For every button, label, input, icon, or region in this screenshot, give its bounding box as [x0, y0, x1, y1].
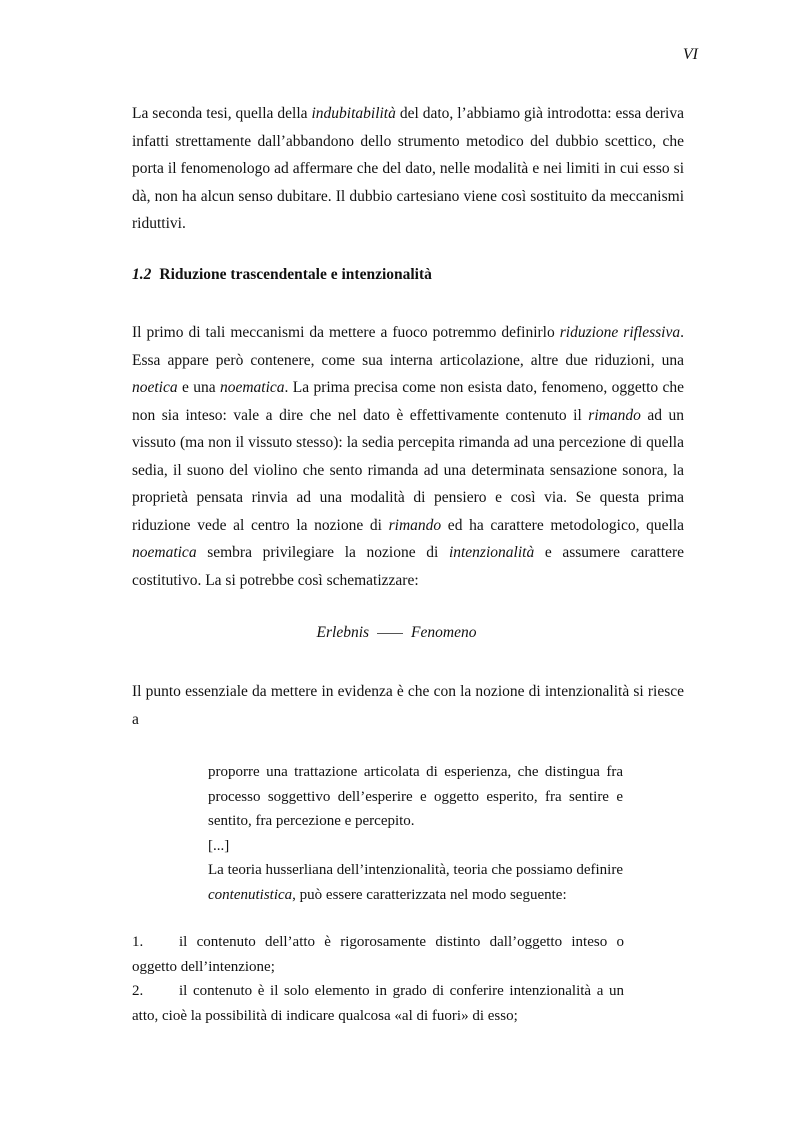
formula-left: Erlebnis: [316, 624, 370, 641]
list-number: 2.: [132, 983, 144, 999]
text-run: La seconda tesi, quella della: [132, 105, 312, 122]
text-run: sembra privilegiare la nozione di: [196, 544, 449, 561]
quote-ellipsis: [...]: [208, 837, 230, 854]
text-run: del dato, l’abbiamo già introdotta: essa deriva infatti strettamente dall’abbandono dello strumento metodico del dubbio scettico, che porta il fenomenologo ad affermare che del dato, nelle modalità e nei limiti in cui esso si dà, non ha alcun senso dubitare. Il dubbio cartesiano viene così sostituito da meccanismi riduttivi.: [132, 105, 684, 232]
list-item: [132, 979, 624, 1028]
page-number: VI: [682, 46, 698, 63]
text-run: Il primo di tali meccanismi da mettere a fuoco potremmo definirlo: [132, 324, 560, 341]
italic-term: contenutistica: [208, 886, 293, 903]
text-run: ad un vissuto (ma non il vissuto stesso): la sedia percepita rimanda ad una percezione di quella sedia, il suono del violino che sento rimanda ad una determinata sensazione sonora, la proprietà pensata rinvia ad una modalità di pensiero e così via. Se questa prima riduzione vede al centro la nozione di: [132, 406, 684, 534]
formula-right: Fenomeno: [411, 624, 477, 641]
block-quote: [208, 760, 623, 907]
text-run: e assumere carattere costitutivo. La si potrebbe così schematizzare:: [132, 544, 684, 589]
italic-term: noetica: [132, 379, 178, 396]
paragraph-indubitabilita: [132, 100, 684, 238]
italic-term: rimando: [588, 406, 641, 424]
italic-term: indubitabilità: [311, 105, 396, 122]
section-number: 1.2: [132, 266, 152, 283]
italic-term: rimando: [388, 516, 442, 534]
italic-term: intenzionalità: [448, 544, 535, 561]
quote-line: [208, 858, 623, 907]
list-text: il contenuto è il solo elemento in grado di conferire intenzionalità a un atto, cioè la possibilità di indicare qualcosa «al di fuori» di esso;: [132, 983, 624, 1024]
text-run: ed ha carattere metodologico, quella: [441, 516, 685, 534]
formula-connector: [377, 633, 403, 634]
numbered-list: [132, 930, 624, 1028]
list-item: [132, 930, 624, 979]
paragraph-punto-essenziale: Il punto essenziale da mettere in evidenza è che con la nozione di intenzionalità si riesce a: [132, 683, 684, 728]
italic-term: noematica: [219, 379, 285, 396]
section-title: Riduzione trascendentale e intenzionalità: [159, 266, 432, 283]
text-run: . La prima precisa come non esista dato, fenomeno, oggetto che non sia inteso: vale a dire che nel dato è effettivamente contenuto il: [132, 379, 684, 424]
text-run: . Essa appare però contenere, come sua interna articolazione, altre due riduzioni, una: [132, 324, 684, 369]
list-number: 1.: [132, 934, 144, 950]
paragraph-riduzione: [132, 319, 684, 594]
italic-term: noematica: [132, 544, 197, 561]
schema-formula: [0, 624, 793, 642]
text-run: La teoria husserliana dell’intenzionalità, teoria che possiamo definire: [208, 862, 623, 878]
text-run: e una: [177, 379, 220, 396]
text-run: , può essere caratterizzata nel modo seguente:: [292, 886, 567, 903]
quote-line: proporre una trattazione articolata di esperienza, che distingua fra processo soggettivo dell’esperire e oggetto esperito, fra sentire e sentito, fra percezione e percepito.: [208, 764, 623, 829]
italic-term: riduzione riflessiva: [559, 324, 681, 341]
section-heading: [132, 266, 684, 284]
list-text: il contenuto dell’atto è rigorosamente distinto dall’oggetto inteso o oggetto dell’intenzione;: [132, 934, 624, 975]
